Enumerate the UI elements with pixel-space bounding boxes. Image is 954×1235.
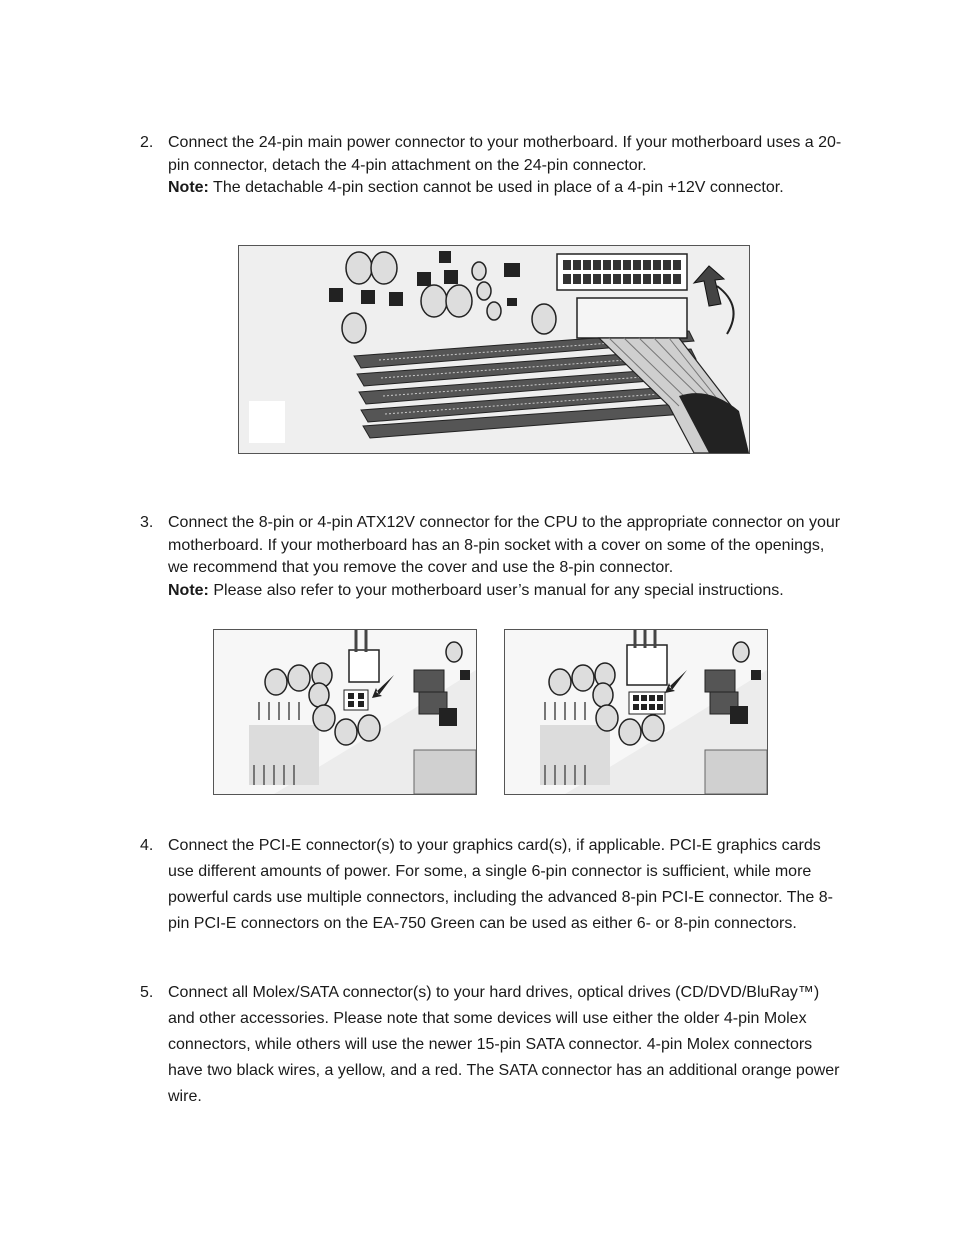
step-number: 5. bbox=[140, 984, 154, 1001]
note-label: Note: bbox=[168, 581, 209, 599]
step-5 bbox=[140, 980, 845, 1110]
step-2 bbox=[140, 132, 845, 200]
step-number: 2. bbox=[140, 134, 154, 151]
step-3 bbox=[140, 512, 845, 602]
step-note bbox=[168, 177, 845, 200]
note-text: The detachable 4-pin section cannot be used in place of a 4-pin +12V connector. bbox=[208, 179, 784, 196]
step-text: Connect the PCI-E connector(s) to your graphics card(s), if applicable. PCI-E graphics cards use different amounts of power. For some, a single 6-pin connector is sufficient, while more powerful cards use multiple connectors, including the advanced 8-pin PCI-E connector. The 8-pin PCI-E connectors on the EA-750 Green can be used as either 6- or 8-pin connectors. bbox=[168, 837, 833, 932]
figure-24pin-connector bbox=[238, 245, 750, 454]
note-label: Note: bbox=[168, 179, 209, 196]
motherboard-24pin-illustration bbox=[239, 246, 749, 453]
figure-atx12v-8pin bbox=[504, 629, 768, 795]
step-note bbox=[168, 580, 845, 603]
note-text: Please also refer to your motherboard user’s manual for any special instructions. bbox=[208, 581, 784, 599]
step-number: 3. bbox=[140, 514, 154, 531]
step-text: Connect the 8-pin or 4-pin ATX12V connector for the CPU to the appropriate connector on your motherboard. If your motherboard has an 8-pin socket with a cover on some of the openings, we recommend that you remove the cover and use the 8-pin connector. bbox=[168, 514, 841, 576]
step-number: 4. bbox=[140, 837, 154, 854]
step-text: Connect all Molex/SATA connector(s) to your hard drives, optical drives (CD/DVD/BluRay™) and other accessories. Please note that some devices will use either the older 4-pin Molex connectors, while others will use the newer 15-pin SATA connector. 4-pin Molex connectors have two black wires, a yellow, and a red. The SATA connector has an additional orange power wire. bbox=[168, 984, 840, 1105]
atx12v-4pin-illustration bbox=[214, 630, 476, 794]
atx12v-8pin-illustration bbox=[505, 630, 767, 794]
figure-atx12v-4pin bbox=[213, 629, 477, 795]
step-text: Connect the 24-pin main power connector to your motherboard. If your motherboard uses a 20-pin connector, detach the 4-pin attachment on the 24-pin connector. bbox=[168, 134, 842, 174]
step-4 bbox=[140, 833, 845, 937]
